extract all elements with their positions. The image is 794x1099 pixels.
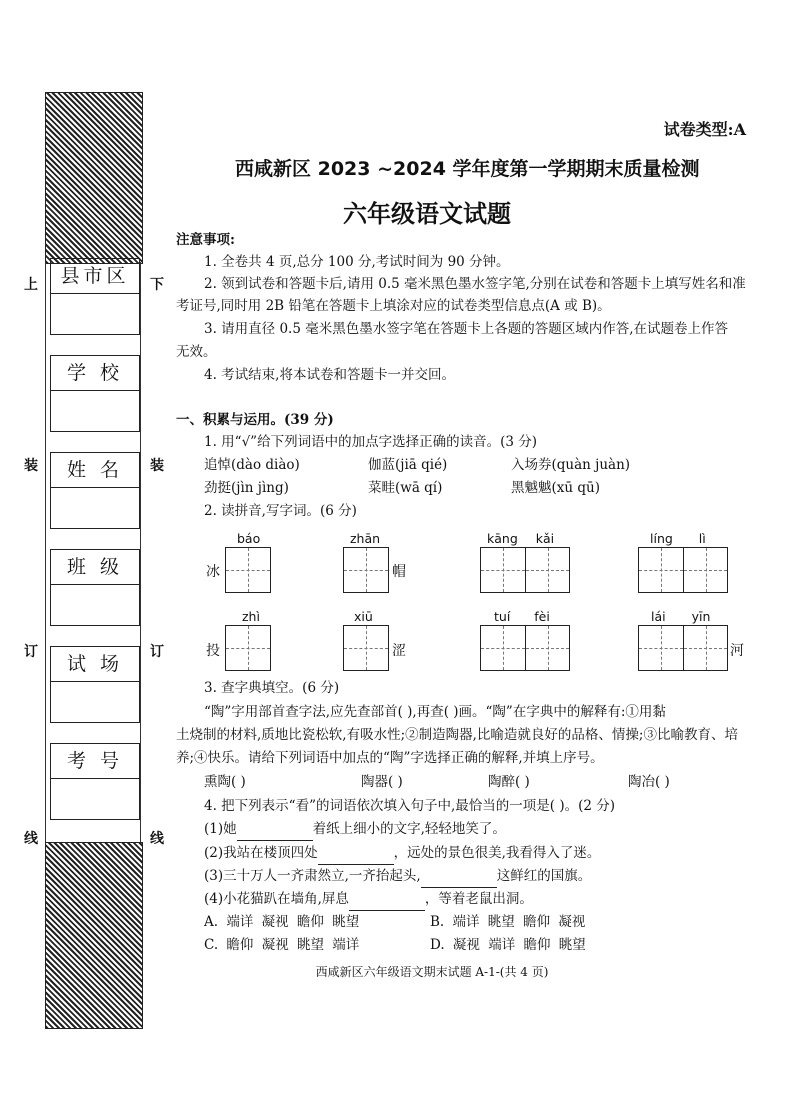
pinyin: xiū <box>354 609 373 624</box>
binding-line-left <box>45 262 46 842</box>
field-class[interactable]: 班 级 <box>50 549 140 626</box>
field-exam-number[interactable]: 考 号 <box>50 743 140 820</box>
writing-grid[interactable] <box>343 547 389 593</box>
notice-line: 3. 请用直径 0.5 毫米黑色墨水签字笔在答题卡上各题的答题区域内作答,在试题卷上作答 <box>204 321 729 337</box>
writing-grid[interactable] <box>480 625 570 671</box>
q3-line: 养;④快乐。请给下列词语中加点的“陶”字选择正确的解释,并填上序号。 <box>176 750 604 766</box>
section-title: 一、积累与运用。(39 分) <box>176 412 334 428</box>
exam-title: 西咸新区 2023 ~2024 学年度第一学期期末质量检测 <box>235 158 700 180</box>
notice-line: 无效。 <box>176 344 217 360</box>
answer-blank[interactable] <box>237 818 313 841</box>
field-school[interactable]: 学 校 <box>50 355 140 432</box>
page-footer: 西咸新区六年级语文期末试题 A-1-(共 4 页) <box>315 965 549 979</box>
answer-blank[interactable] <box>349 888 425 911</box>
side-char-left: 线 <box>24 831 38 847</box>
side-char-left: 装 <box>24 458 38 474</box>
q1-stem: 1. 用“√”给下列词语中的加点字选择正确的读音。(3 分) <box>204 434 537 450</box>
q4-stem: 4. 把下列表示“看”的词语依次填入句子中,最恰当的一项是( )。(2 分) <box>204 798 616 814</box>
q1-item: 追悼(dào diào) <box>204 457 300 473</box>
q4-sentence: (4)小花猫趴在墙角,屏息 ，等着老鼠出洞。 <box>204 888 533 911</box>
notice-line: 2. 领到试卷和答题卡后,请用 0.5 毫米黑色墨水签字笔,分别在试卷和答题卡上填写姓名和准 <box>204 276 746 292</box>
q4-sentence: (3)三十万人一齐肃然立,一齐抬起头, 这鲜红的国旗。 <box>204 865 591 888</box>
given-char: 帽 <box>392 564 406 580</box>
pinyin: zhì <box>242 609 260 624</box>
field-name[interactable]: 姓 名 <box>50 452 140 529</box>
pinyin: zhān <box>350 531 381 546</box>
notice-heading: 注意事项: <box>176 232 235 248</box>
side-char-right: 订 <box>150 644 164 660</box>
q3-word: 陶醉( ) <box>488 774 530 790</box>
pinyin: kāng kǎi <box>487 531 555 546</box>
writing-grid[interactable] <box>343 625 389 671</box>
writing-grid[interactable] <box>225 625 271 671</box>
writing-grid[interactable] <box>225 547 271 593</box>
answer-blank[interactable] <box>421 865 497 888</box>
given-char: 投 <box>206 643 220 659</box>
q1-item: 菜畦(wā qí) <box>368 480 443 496</box>
pinyin: báo <box>237 531 261 546</box>
binding-line-right <box>140 262 141 842</box>
given-char: 冰 <box>206 564 220 580</box>
q3-word: 熏陶( ) <box>204 774 246 790</box>
notice-line: 1. 全卷共 4 页,总分 100 分,考试时间为 90 分钟。 <box>204 254 510 270</box>
given-char: 涩 <box>392 643 406 659</box>
side-char-right: 线 <box>150 831 164 847</box>
q2-stem: 2. 读拼音,写字词。(6 分) <box>204 503 357 519</box>
q4-sentence: (2)我站在楼顶四处 ，远处的景色很美,我看得入了迷。 <box>204 842 600 865</box>
answer-blank[interactable] <box>318 842 394 865</box>
notice-line: 4. 考试结束,将本试卷和答题卡一并交回。 <box>204 367 455 383</box>
q4-option: A. 端详 凝视 瞻仰 眺望 <box>204 914 360 930</box>
q4-option: B. 端详 眺望 瞻仰 凝视 <box>430 914 586 930</box>
binding-pattern-top <box>45 92 143 264</box>
side-char-left: 上 <box>24 277 38 293</box>
side-char-left: 订 <box>24 644 38 660</box>
given-char: 河 <box>730 643 744 659</box>
q3-word: 陶冶( ) <box>628 774 670 790</box>
q1-item: 伽蓝(jiā qié) <box>368 457 448 473</box>
writing-grid[interactable] <box>638 547 728 593</box>
side-char-right: 下 <box>150 277 164 293</box>
q4-option: D. 凝视 端详 瞻仰 眺望 <box>430 937 586 953</box>
pinyin: lái yīn <box>651 609 711 624</box>
q3-line: 土烧制的材料,质地比瓷松软,有吸水性;②制造陶器,比喻造就良好的品格、情操;③比喻教育、培 <box>176 727 738 743</box>
notice-line: 考证号,同时用 2B 铅笔在答题卡上填涂对应的试卷类型信息点(A 或 B)。 <box>176 298 611 314</box>
paper-type: 试卷类型:A <box>663 120 746 139</box>
q1-item: 入场券(quàn juàn) <box>511 457 631 473</box>
q1-item: 劲挺(jìn jìng) <box>204 480 289 496</box>
writing-grid[interactable] <box>480 547 570 593</box>
field-room[interactable]: 试 场 <box>50 646 140 723</box>
subject-title: 六年级语文试题 <box>343 200 511 228</box>
q3-line: “陶”字用部首查字法,应先查部首( ),再查( )画。“陶”在字典中的解释有:①用黏 <box>204 704 666 720</box>
binding-pattern-bottom <box>45 842 143 1029</box>
q4-sentence: (1)她 着纸上细小的文字,轻轻地笑了。 <box>204 818 506 841</box>
q1-item: 黑魆魆(xū qū) <box>511 480 600 496</box>
pinyin: tuí fèi <box>494 609 550 624</box>
q3-stem: 3. 查字典填空。(6 分) <box>204 680 340 696</box>
q3-word: 陶器( ) <box>361 774 403 790</box>
pinyin: líng lì <box>650 531 706 546</box>
writing-grid[interactable] <box>638 625 728 671</box>
q4-option: C. 瞻仰 凝视 眺望 端详 <box>204 937 360 953</box>
side-char-right: 装 <box>150 458 164 474</box>
field-county[interactable]: 县市区 <box>50 258 140 335</box>
